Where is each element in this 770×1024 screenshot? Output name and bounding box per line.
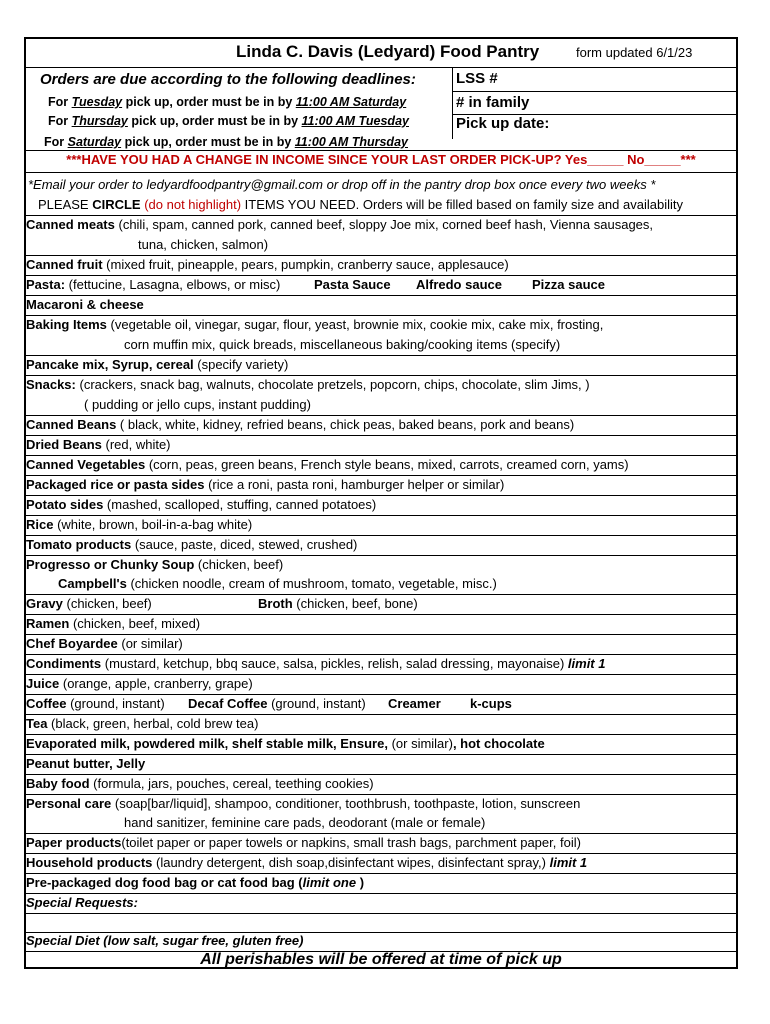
item-canned-beans[interactable]: Canned Beans ( black, white, kidney, refried beans, chick peas, baked beans, pork and beans) bbox=[26, 417, 575, 432]
item-condiments[interactable]: Condiments (mustard, ketchup, bbq sauce, salsa, pickles, relish, salad dressing, mayonaise) limit 1 bbox=[26, 656, 606, 671]
item-juice[interactable]: Juice (orange, apple, cranberry, grape) bbox=[26, 676, 253, 691]
email-instructions: *Email your order to ledyardfoodpantry@gmail.com or drop off in the pantry drop box once every two weeks * bbox=[28, 177, 656, 192]
perishables-note: All perishables will be offered at time of pick up bbox=[200, 951, 562, 968]
deadline-tuesday: For Tuesday pick up, order must be in by 11:00 AM Saturday bbox=[48, 95, 407, 109]
item-canned-meats[interactable]: Canned meats (chili, spam, canned pork, canned beef, sloppy Joe mix, corned beef hash, Vienna sausages, bbox=[26, 217, 654, 232]
item-broth[interactable]: Broth (chicken, beef, bone) bbox=[258, 596, 418, 611]
item-baking[interactable]: Baking Items (vegetable oil, vinegar, sugar, flour, yeast, brownie mix, cookie mix, cake mix, frosting, bbox=[26, 317, 604, 332]
item-dried-beans[interactable]: Dried Beans (red, white) bbox=[26, 437, 171, 452]
item-k-cups[interactable]: k-cups bbox=[470, 696, 512, 711]
item-chef-boyardee[interactable]: Chef Boyardee (or similar) bbox=[26, 636, 183, 651]
item-pizza-sauce[interactable]: Pizza sauce bbox=[532, 277, 605, 292]
item-soup[interactable]: Progresso or Chunky Soup (chicken, beef) bbox=[26, 557, 284, 572]
page-title: Linda C. Davis (Ledyard) Food Pantry bbox=[236, 42, 540, 61]
item-snacks[interactable]: Snacks: (crackers, snack bag, walnuts, chocolate pretzels, popcorn, chips, chocolate, slim Jims, ) bbox=[26, 377, 590, 392]
income-change-question[interactable]: ***HAVE YOU HAD A CHANGE IN INCOME SINCE YOUR LAST ORDER PICK-UP? Yes_____ No_____*** bbox=[66, 152, 696, 167]
item-milk[interactable]: Evaporated milk, powdered milk, shelf stable milk, Ensure, (or similar), hot chocolate bbox=[26, 736, 545, 751]
lss-number-field[interactable]: LSS # bbox=[456, 70, 498, 87]
item-canned-fruit[interactable]: Canned fruit (mixed fruit, pineapple, pears, pumpkin, cranberry sauce, applesauce) bbox=[26, 257, 509, 272]
family-size-field[interactable]: # in family bbox=[456, 94, 530, 111]
item-household-products[interactable]: Household products (laundry detergent, dish soap,disinfectant wipes, disinfectant spray,) limit 1 bbox=[26, 855, 588, 870]
item-baking-cont[interactable]: corn muffin mix, quick breads, miscellaneous baking/cooking items (specify) bbox=[124, 337, 561, 352]
item-personal-care-cont[interactable]: hand sanitizer, feminine care pads, deodorant (male or female) bbox=[124, 815, 486, 830]
item-snacks-cont[interactable]: ( pudding or jello cups, instant pudding) bbox=[84, 397, 311, 412]
item-rice-pasta-sides[interactable]: Packaged rice or pasta sides (rice a roni, pasta roni, hamburger helper or similar) bbox=[26, 477, 505, 492]
item-pet-food[interactable]: Pre-packaged dog food bag or cat food bag (limit one ) bbox=[26, 875, 365, 890]
deadline-saturday: For Saturday pick up, order must be in by 11:00 AM Thursday bbox=[44, 135, 408, 149]
order-form bbox=[24, 37, 738, 969]
item-coffee[interactable]: Coffee (ground, instant) bbox=[26, 696, 165, 711]
item-alfredo-sauce[interactable]: Alfredo sauce bbox=[416, 277, 502, 292]
item-decaf-coffee[interactable]: Decaf Coffee (ground, instant) bbox=[188, 696, 366, 711]
special-requests-field[interactable]: Special Requests: bbox=[26, 895, 138, 910]
deadlines-heading: Orders are due according to the following deadlines: bbox=[40, 71, 416, 88]
item-paper-products[interactable]: Paper products(toilet paper or paper towels or napkins, small trash bags, parchment paper, foil) bbox=[26, 835, 581, 850]
item-tea[interactable]: Tea (black, green, herbal, cold brew tea) bbox=[26, 716, 259, 731]
form-header bbox=[26, 39, 736, 68]
item-pancake[interactable]: Pancake mix, Syrup, cereal (specify variety) bbox=[26, 357, 289, 372]
item-potato-sides[interactable]: Potato sides (mashed, scalloped, stuffing, canned potatoes) bbox=[26, 497, 377, 512]
item-baby-food[interactable]: Baby food (formula, jars, pouches, cereal, teething cookies) bbox=[26, 776, 374, 791]
pickup-date-field[interactable]: Pick up date: bbox=[456, 115, 550, 132]
special-diet-field[interactable]: Special Diet (low salt, sugar free, gluten free) bbox=[26, 933, 304, 948]
item-ramen[interactable]: Ramen (chicken, beef, mixed) bbox=[26, 616, 201, 631]
item-peanut-butter[interactable]: Peanut butter, Jelly bbox=[26, 756, 146, 771]
item-rice[interactable]: Rice (white, brown, boil-in-a-bag white) bbox=[26, 517, 253, 532]
deadline-thursday: For Thursday pick up, order must be in by 11:00 AM Tuesday bbox=[48, 114, 409, 128]
item-gravy[interactable]: Gravy (chicken, beef) bbox=[26, 596, 152, 611]
item-canned-meats-cont[interactable]: tuna, chicken, salmon) bbox=[138, 237, 269, 252]
item-pasta[interactable]: Pasta: (fettucine, Lasagna, elbows, or misc) bbox=[26, 277, 281, 292]
item-tomato-products[interactable]: Tomato products (sauce, paste, diced, stewed, crushed) bbox=[26, 537, 358, 552]
item-canned-vegetables[interactable]: Canned Vegetables (corn, peas, green beans, French style beans, mixed, carrots, creamed corn, yams) bbox=[26, 457, 629, 472]
form-updated-date: form updated 6/1/23 bbox=[576, 45, 693, 60]
item-pasta-sauce[interactable]: Pasta Sauce bbox=[314, 277, 391, 292]
circle-instructions: PLEASE CIRCLE (do not highlight) ITEMS YOU NEED. Orders will be filled based on family size and availability bbox=[38, 197, 683, 212]
item-macaroni[interactable]: Macaroni & cheese bbox=[26, 297, 144, 312]
item-campbells[interactable]: Campbell's (chicken noodle, cream of mushroom, tomato, vegetable, misc.) bbox=[58, 576, 497, 591]
client-info-box bbox=[452, 67, 736, 139]
item-personal-care[interactable]: Personal care (soap[bar/liquid], shampoo, conditioner, toothbrush, toothpaste, lotion, sunscreen bbox=[26, 796, 581, 811]
item-creamer[interactable]: Creamer bbox=[388, 696, 441, 711]
